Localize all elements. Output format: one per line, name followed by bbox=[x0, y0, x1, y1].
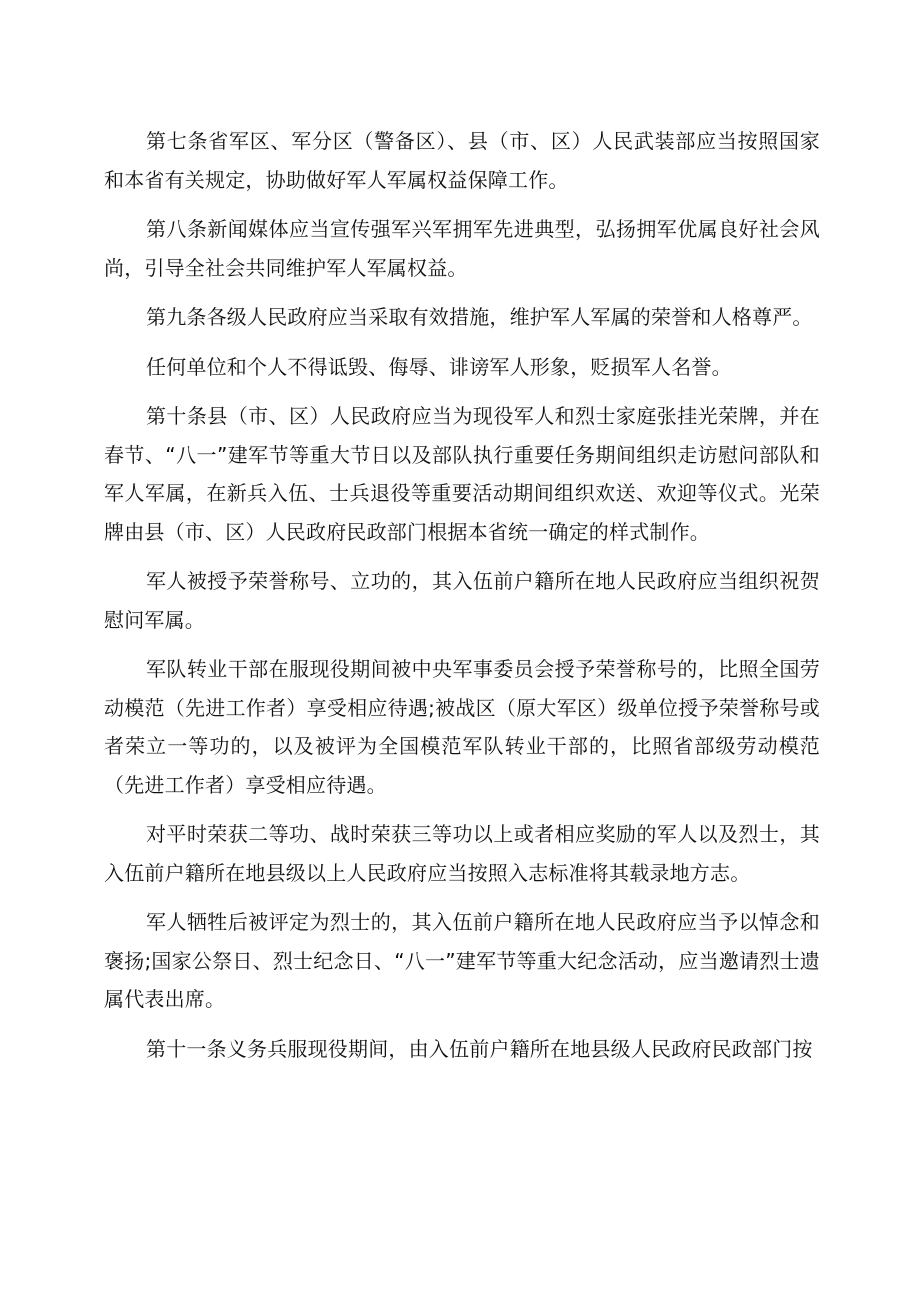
paragraph-article-7: 第七条省军区、军分区（警备区）、县（市、区）人民武装部应当按照国家和本省有关规定，协助做好军人军属权益保障工作。 bbox=[104, 129, 820, 192]
paragraph-article-10-cadre: 军队转业干部在服现役期间被中央军事委员会授予荣誉称号的，比照全国劳动模范（先进工作者）享受相应待遇;被战区（原大军区）级单位授予荣誉称号或者荣立一等功的，以及被评为全国模范军队转业干部的，比照省部级劳动模范（先进工作者）享受相应待遇。 bbox=[104, 657, 820, 797]
paragraph-article-10-merit: 对平时荣获二等功、战时荣获三等功以上或者相应奖励的军人以及烈士，其入伍前户籍所在地县级以上人民政府应当按照入志标准将其载录地方志。 bbox=[104, 822, 820, 885]
paragraph-article-10: 第十条县（市、区）人民政府应当为现役军人和烈士家庭张挂光荣牌，并在春节、“八一”建军节等重大节日以及部队执行重要任务期间组织走访慰问部队和军人军属，在新兵入伍、士兵退役等重要活动期间组织欢送、欢迎等仪式。光荣牌由县（市、区）人民政府民政部门根据本省统一确定的样式制作。 bbox=[104, 404, 820, 544]
paragraph-article-11: 第十一条义务兵服现役期间，由入伍前户籍所在地县级人民政府民政部门按 bbox=[146, 1036, 813, 1061]
paragraph-article-10-martyr: 军人牺牲后被评定为烈士的，其入伍前户籍所在地人民政府应当予以悼念和褒扬;国家公祭日、烈士纪念日、“八一”建军节等重大纪念活动，应当邀请烈士遗属代表出席。 bbox=[104, 910, 820, 1011]
paragraph-article-10-honor: 军人被授予荣誉称号、立功的，其入伍前户籍所在地人民政府应当组织祝贺慰问军属。 bbox=[104, 569, 820, 632]
document-body bbox=[104, 122, 820, 1079]
paragraph-article-9: 第九条各级人民政府应当采取有效措施，维护军人军属的荣誉和人格尊严。 bbox=[146, 305, 813, 329]
paragraph-article-9-clause: 任何单位和个人不得诋毁、侮辱、诽谤军人形象，贬损军人名誉。 bbox=[146, 354, 732, 379]
paragraph-article-8: 第八条新闻媒体应当宣传强军兴军拥军先进典型，弘扬拥军优属良好社会风尚，引导全社会共同维护军人军属权益。 bbox=[104, 217, 820, 280]
